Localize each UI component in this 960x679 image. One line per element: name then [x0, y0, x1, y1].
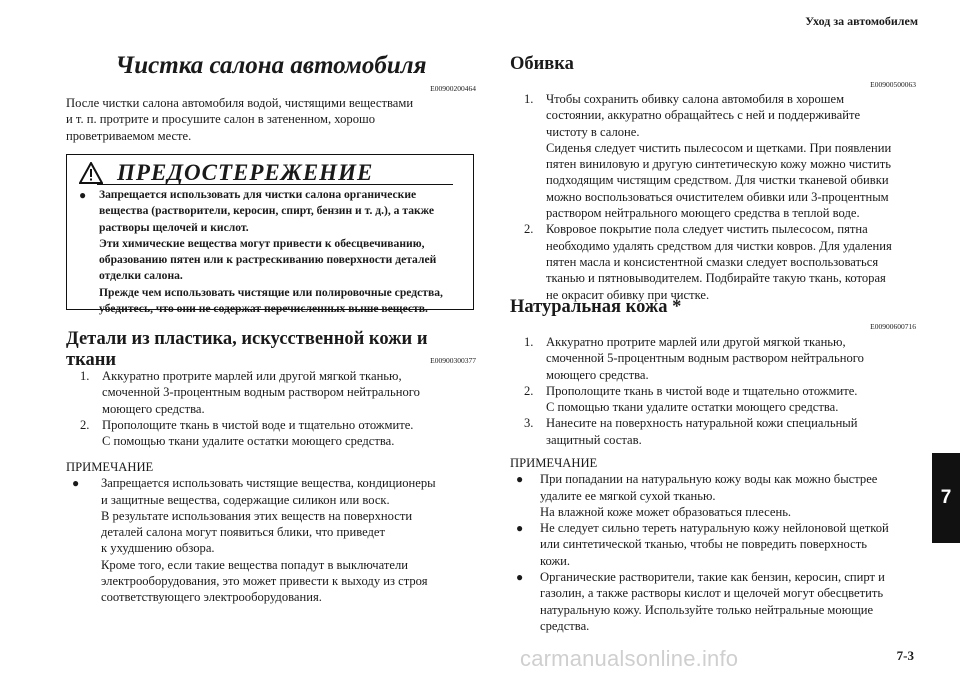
list-item: 1. Чтобы сохранить обивку салона автомобиля в хорошем состоянии, аккуратно обращайтесь с ней и поддерживайте чистоту в салоне. Сиденья следует чистить пылесосом и щетками. При появлении пятен виниловую и другую синтетическую кожу можно чистить подходящим чистящим средством. Для чистки тканевой обивки можно воспользоваться очистителем обивки или 3-процентным раствором нейтрального моющего средства в теплой воде.	[524, 92, 892, 221]
bullet-icon: ●	[72, 476, 80, 491]
plastic-steps	[80, 368, 480, 449]
doc-code: E00900600716	[870, 322, 916, 331]
list-item: 2. Прополощите ткань в чистой воде и тщательно отожмите. С помощью ткани удалите остатки моющего средства.	[524, 383, 858, 415]
list-item: 2. Ковровое покрытие пола следует чистить пылесосом, пятна необходимо удалять средством для чистки ковров. Для удаления пятен масла и консистентной смазки следует воспользоваться тканью и пятновыводителем. Подбирайте такую ткань, которая не окрасит обивку при чистке.	[524, 222, 892, 302]
warning-text: ● Запрещается использовать для чистки салона органические вещества (растворители, керосин, спирт, бензин и т. д.), а также растворы щелочей и кислот. Эти химические вещества могут привести к обесцвечиванию, образованию пятен или к растрескиванию поверхности деталей отделки салона. Прежде чем использовать чистящие или полировочные средства, убедитесь, что они не содержат перечисленных выше веществ.	[79, 187, 463, 317]
doc-code: E00900300377	[430, 356, 476, 365]
watermark: carmanualsonline.info	[520, 646, 739, 671]
note-block: ПРИМЕЧАНИЕ ● Запрещается использовать чистящие вещества, кондиционеры и защитные вещества, содержащие силикон или воск. В результате использования этих веществ на поверхности деталей салона могут появиться блики, что приведет к ухудшению обзора. Кроме того, если такие вещества попадут в выключатели электрооборудования, это может привести к выходу из строя соответствующего электрооборудования.	[66, 459, 476, 606]
doc-code: E00900500063	[870, 80, 916, 89]
section-heading-plastic: Детали из пластика, искусственной кожи и ткани	[66, 329, 428, 370]
warning-triangle-icon	[79, 162, 103, 184]
note-label: ПРИМЕЧАНИЕ	[66, 460, 154, 474]
leather-steps	[524, 334, 924, 448]
running-header: Уход за автомобилем	[805, 14, 918, 28]
warning-divider	[97, 184, 453, 185]
chapter-tab: 7	[932, 453, 960, 543]
list-item: ● Органические растворители, такие как бензин, керосин, спирт и газолин, а также растворы кислот и щелочей могут обесцветить натуральную кожу. Используйте только нейтральные моющие средства.	[516, 570, 885, 633]
bullet-icon: ●	[516, 472, 524, 487]
warning-title: ПРЕДОСТЕРЕЖЕНИЕ	[117, 160, 374, 185]
page-number: 7-3	[896, 648, 914, 663]
bullet-icon: ●	[79, 188, 87, 202]
doc-code: E00900200464	[430, 84, 476, 93]
bullet-icon: ●	[516, 570, 524, 585]
intro-paragraph: После чистки салона автомобиля водой, чистящими веществами и т. п. протрите и просушите салон в затененном, хорошо проветриваемом месте.	[66, 96, 414, 143]
note-label: ПРИМЕЧАНИЕ	[510, 456, 598, 470]
list-item: ● Не следует сильно тереть натуральную кожу нейлоновой щеткой или синтетической тканью, чтобы не повредить поверхность кожи.	[516, 521, 889, 568]
list-item: ● При попадании на натуральную кожу воды как можно быстрее удалите ее мягкой сухой тканью. На влажной коже может образоваться плесень.	[516, 472, 878, 519]
list-item: 2. Прополощите ткань в чистой воде и тщательно отожмите. С помощью ткани удалите остатки моющего средства.	[80, 417, 414, 449]
list-item: 3. Нанесите на поверхность натуральной кожи специальный защитный состав.	[524, 416, 858, 447]
section-heading-upholstery: Обивка	[510, 54, 574, 74]
warning-box	[66, 154, 474, 316]
page-title: Чистка салона автомобиля	[115, 52, 427, 79]
list-item: 1. Аккуратно протрите марлей или другой мягкой тканью, смоченной 3-процентным водным раствором нейтрального моющего средства.	[80, 369, 420, 416]
upholstery-steps	[524, 91, 924, 303]
section-heading-leather: Натуральная кожа *	[510, 297, 682, 317]
note-block	[510, 455, 916, 634]
list-item: 1. Аккуратно протрите марлей или другой мягкой тканью, смоченной 5-процентным водным раствором нейтрального моющего средства.	[524, 335, 864, 382]
bullet-icon: ●	[516, 521, 524, 536]
